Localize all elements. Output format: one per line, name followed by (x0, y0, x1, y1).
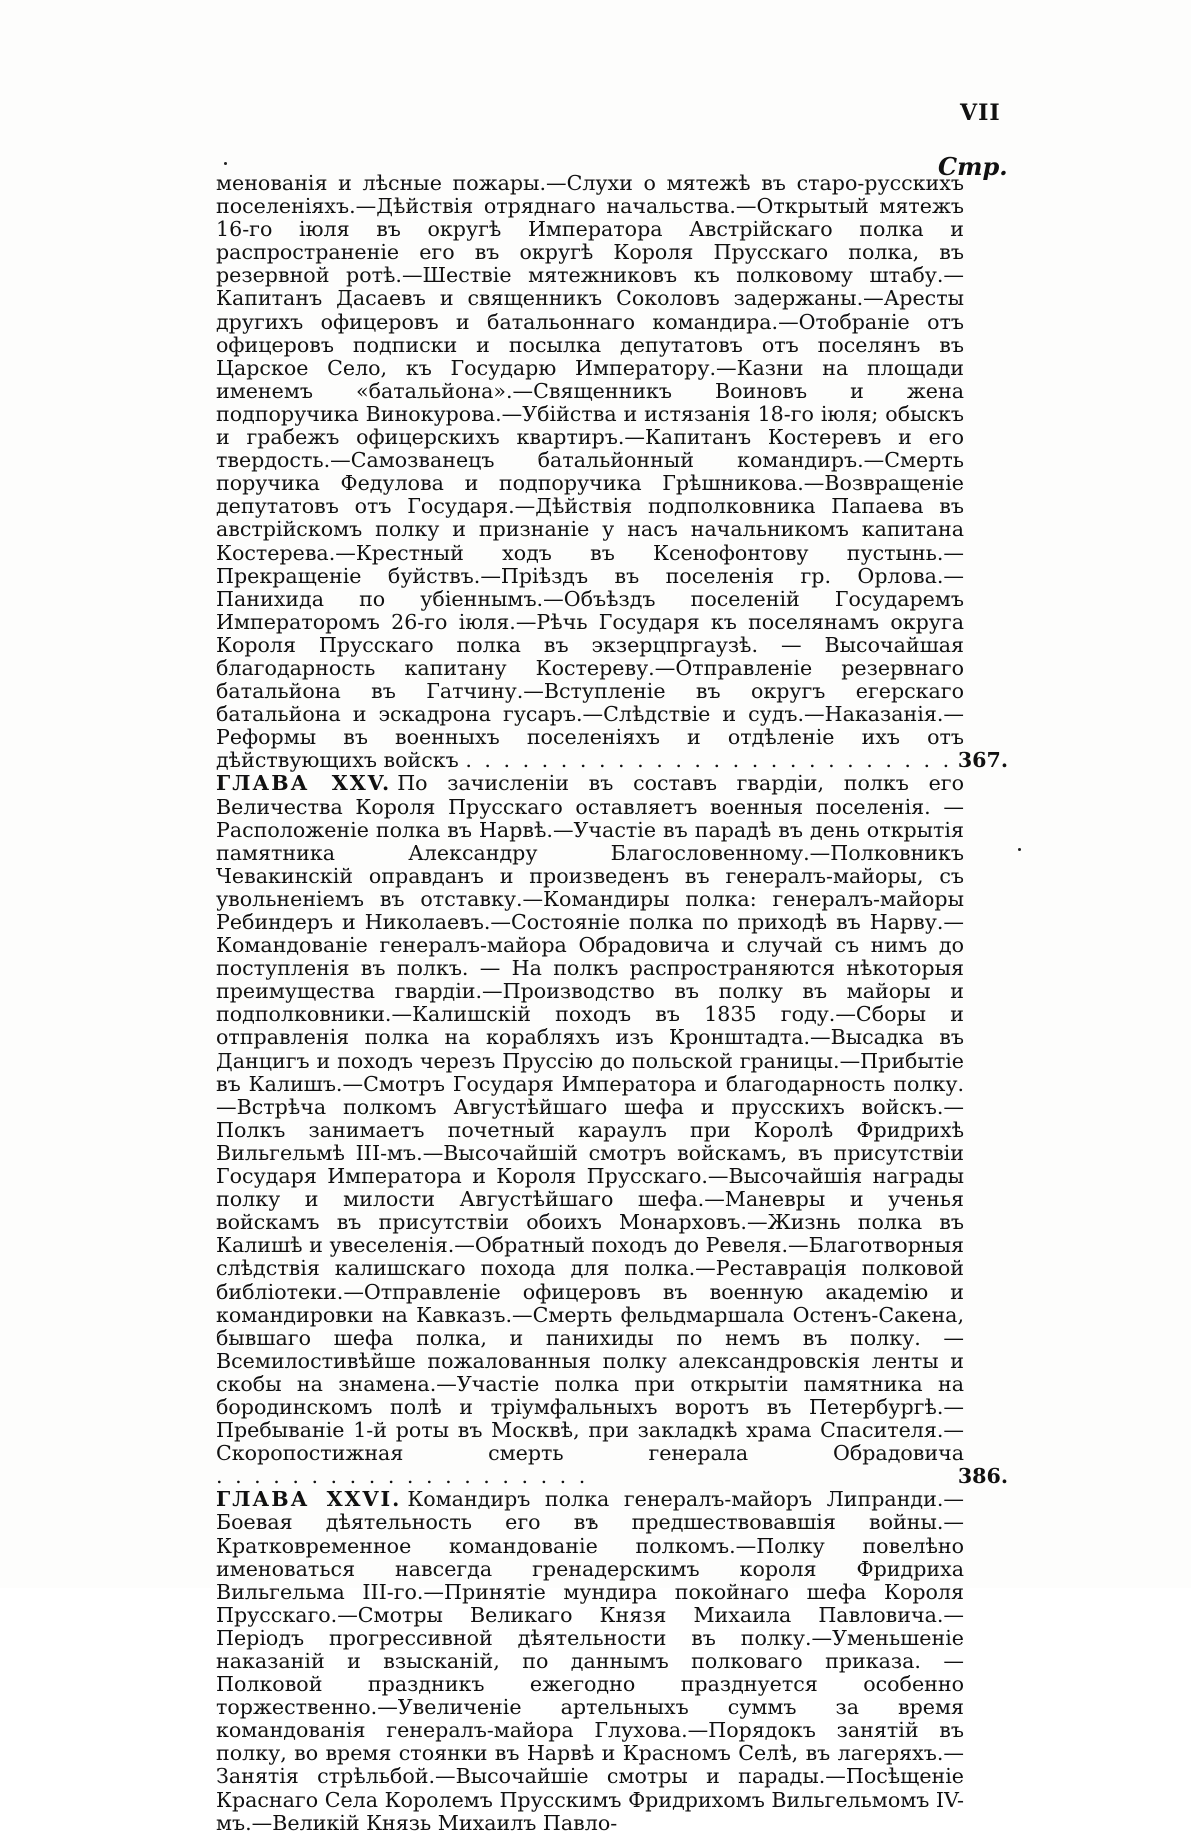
toc-entry-chapter-26 (216, 1488, 964, 1834)
toc-entry-text: менованія и лѣсные пожары.—Слухи о мятежѣ въ старо-русскихъ поселеніяхъ.—Дѣйствія отряднаго начальства.—Открытый мятежъ 16-го іюля въ округѣ Императора Австрійскаго полка и распространеніе его въ округѣ Короля Прусскаго полка, въ резервной ротѣ.—Шествіе мятежниковъ къ полковому штабу.—Капитанъ Дасаевъ и священникъ Соколовъ задержаны.—Аресты другихъ офицеровъ и батальоннаго командира.—Отобраніе отъ офицеровъ подписки и посылка депутатовъ отъ поселянъ въ Царское Село, къ Государю Императору.—Казни на площади именемъ «батальйона».—Священникъ Воиновъ и жена подпоручика Винокурова.—Убійства и истязанія 18-го іюля; обыскъ и грабежъ офицерскихъ квартиръ.—Капитанъ Костеревъ и его твердость.—Самозванецъ батальйонный командиръ.—Смерть поручика Федулова и подпоручика Грѣшникова.—Возвращеніе депутатовъ отъ Государя.—Дѣйствія подполковника Папаева въ австрійскомъ полку и признаніе у насъ начальникомъ капитана Костерева.—Крестный ходъ въ Ксенофонтову пустынь.—Прекращеніе буйствъ.—Пріѣздъ въ поселенія гр. Орлова.—Панихида по убіеннымъ.—Объѣздъ поселеній Государемъ Императоромъ 26-го іюля.—Рѣчь Государя къ поселянамъ округа Короля Прусскаго полка въ экзерцпргаузѣ. — Высочайшая благодарность капитану Костереву.—Отправленіе резервнаго батальйона въ Гатчину.—Вступленіе въ округъ егерскаго батальйона и эскадрона гусаръ.—Слѣдствіе и судъ.—Наказанія.—Реформы въ военныхъ поселеніяхъ и отдѣленіе ихъ отъ дѣйствующихъ войскъ (216, 171, 964, 773)
chapter-heading: ГЛАВА XXV. (216, 771, 392, 796)
toc-entry-text: Командиръ полка генералъ-майоръ Липранди.—Боевая дѣятельность его въ предшествовавшія войны.—Кратковременное командованіе полкомъ.—Полку повелѣно именоваться навсегда гренадерскимъ короля Фридриха Вильгельма III-го.—Принятіе мундира покойнаго шефа Короля Прусскаго.—Смотры Великаго Князя Михаила Павловича.—Періодъ прогрессивной дѣятельности въ полку.—Уменьшеніе наказаній и взысканій, по даннымъ полковаго приказа. — Полковой праздникъ ежегодно празднуется особенно торжественно.—Увеличеніе артельныхъ суммъ за время командованія генералъ-майора Глухова.—Порядокъ занятій въ полку, во время стоянки въ Нарвѣ и Красномъ Селѣ, въ лагеряхъ.—Занятія стрѣльбой.—Высочайшіе смотры и парады.—Посѣщеніе Краснаго Села Королемъ Прусскимъ Фридрихомъ Вильгельмомъ IV-мъ.—Великій Князь Михаилъ Павло- (216, 1487, 964, 1835)
leader-dots: . . . . . . . . . . . . . . . . . . . . . . . . . . (465, 748, 953, 773)
toc-page-ref: 367. (957, 748, 1008, 773)
chapter-heading: ГЛАВА XXVI. (216, 1487, 402, 1512)
table-of-contents (216, 171, 1008, 1835)
toc-entry-text: По зачисленіи въ составъ гвардіи, полкъ его Величества Короля Прусскаго оставляетъ военныя поселенія. — Расположеніе полка въ Нарвѣ.—Участіе въ парадѣ въ день открытія памятника Александру Благословенному.—Полковникъ Чевакинскій оправданъ и произведенъ въ генералъ-майоры, съ увольненіемъ въ отставку.—Командиры полка: генералъ-майоры Ребиндеръ и Николаевъ.—Состояніе полка по приходѣ въ Нарву.—Командованіе генералъ-майора Обрадовича и случай съ нимъ до поступленія въ полкъ. — На полкъ распространяются нѣкоторыя преимущества гвардіи.—Производство въ полку въ майоры и подполковники.—Калишскій походъ въ 1835 году.—Сборы и отправленія полка на корабляхъ изъ Кронштадта.—Высадка въ Данцигъ и походъ черезъ Пруссію до польской границы.—Прибытіе въ Калишъ.—Смотръ Государя Императора и благодарность полку.—Встрѣча полкомъ Августѣйшаго шефа и прусскихъ войскъ.—Полкъ занимаетъ почетный караулъ при Королѣ Фридрихѣ Вильгельмѣ III-мъ.—Высочайшій смотръ войскамъ, въ присутствіи Государя Императора и Короля Прусскаго.—Высочайшія награды полку и милости Августѣйшаго шефа.—Маневры и ученья войскамъ въ присутствіи обоихъ Монарховъ.—Жизнь полка въ Калишѣ и увеселенія.—Обратный походъ до Ревеля.—Благотворныя слѣдствія калишскаго похода для полка.—Реставрація полковой библіотеки.—Отправленіе офицеровъ въ военную академію и командировки на Кавказъ.—Смерть фельдмаршала Остенъ-Сакена, бывшаго шефа полка, и панихиды по немъ въ полку. — Всемилостивѣйше пожалованныя полку александровскія ленты и скобы на знамена.—Участіе полка при открытіи памятника на бородинскомъ полѣ и тріумфальныхъ воротъ въ Петербургѣ.—Пребываніе 1-й роты въ Москвѣ, при закладкѣ храма Спасителя.—Скоропостижная смерть генерала Обрадовича (216, 771, 964, 1466)
toc-entry-continuation (216, 171, 1008, 773)
print-speck (1018, 848, 1021, 851)
toc-entry-chapter-25 (216, 771, 1008, 1489)
page-number: VII (960, 100, 1001, 126)
page-column-label: Стр. (938, 152, 1008, 181)
toc-page-ref: 386. (957, 1464, 1008, 1489)
leader-dots: . . . . . . . . . . . . . . . . . . . . (216, 1464, 589, 1489)
print-speck (224, 162, 227, 165)
